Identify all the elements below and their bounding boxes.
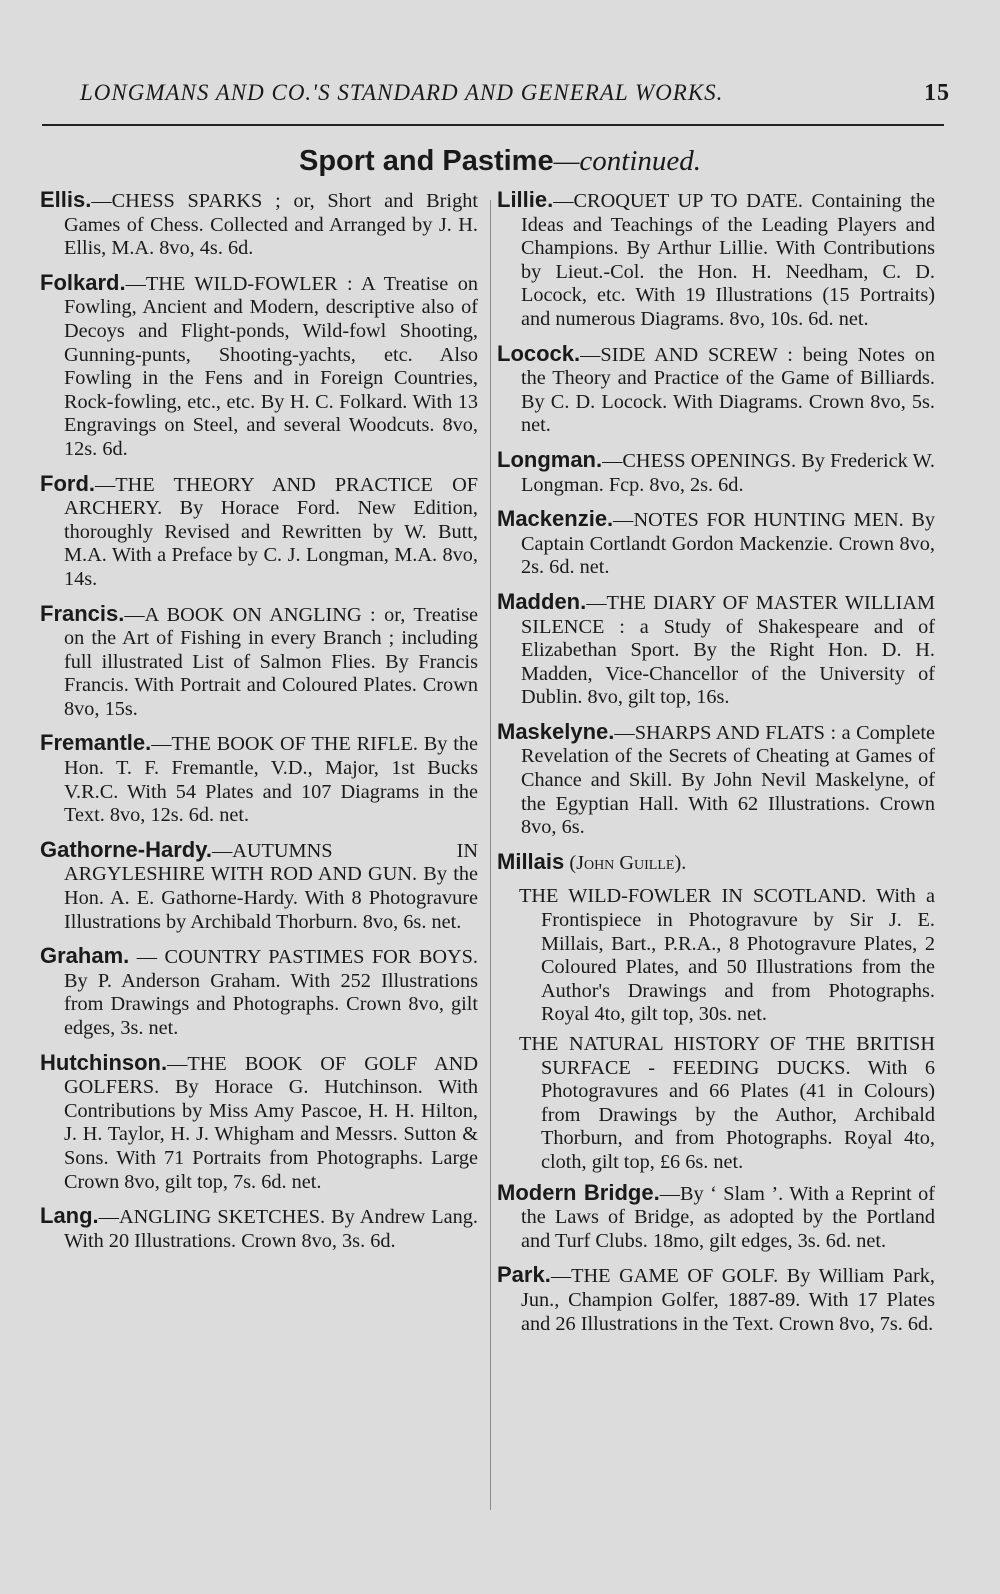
left-column: [40, 188, 478, 1263]
entry-author: Lillie.: [497, 187, 554, 212]
entry-text: —SIDE AND SCREW : being Notes on the Theory and Practice of the Game of Billiards. By C. D. Locock. With Diagrams. Crown 8vo, 5s. net.: [521, 343, 935, 437]
catalog-subentry: [497, 1033, 935, 1175]
catalog-entry: [497, 448, 935, 497]
entry-author: Francis.: [40, 600, 125, 626]
entry-author: Longman.: [497, 446, 603, 472]
entry-text: —CHESS SPARKS ; or, Short and Bright Games of Chess. Collected and Arranged by J. H. Ellis, M.A. 8vo, 4s. 6d.: [64, 190, 478, 260]
entry-author: Locock.: [497, 340, 581, 366]
catalog-entry: [497, 342, 935, 438]
entry-author: Graham.: [40, 943, 130, 969]
entry-text: —THE BOOK OF GOLF AND GOLFERS. By Horace G. Hutchinson. With Contributions by Miss Amy Pascoe, H. H. Hilton, J. H. Taylor, H. J. Whigham and Messrs. Sutton & Sons. With 71 Portraits from Photographs. Large Crown 8vo, gilt top, 7s. 6d. net.: [64, 1052, 478, 1193]
entry-text: —THE THEORY AND PRACTICE OF ARCHERY. By Horace Ford. New Edition, thoroughly Revised and Rewritten by W. Butt, M.A. With a Preface by C. J. Longman, M.A. 8vo, 14s.: [64, 473, 478, 590]
catalog-entry: [497, 590, 935, 710]
entry-author: Modern Bridge.: [497, 1179, 660, 1205]
entry-author: Maskelyne.: [497, 718, 615, 744]
entry-text: —SHARPS AND FLATS : a Complete Revelation of the Secrets of Cheating at Games of Chance and Skill. By John Nevil Maskelyne, of the Egyptian Hall. With 62 Illustrations. Crown 8vo, 6s.: [521, 721, 935, 839]
entry-author: Folkard.: [40, 269, 126, 295]
section-title-continued: —continued.: [553, 145, 702, 177]
section-title: [0, 145, 1000, 178]
catalog-entry: [497, 507, 935, 580]
entry-text: —CROQUET UP TO DATE. Containing the Ideas and Teachings of the Leading Players and Champions. By Arthur Lillie. With Contributions by Lieut.-Col. the Hon. H. Needham, C. D. Locock, etc. With 19 Illustrations (15 Portraits) and numerous Diagrams. 8vo, 10s. 6d. net.: [521, 190, 935, 330]
catalog-entry: [40, 188, 478, 261]
entry-text: THE WILD-FOWLER IN SCOTLAND. With a Frontispiece in Photogravure by Sir J. E. Millais, Bart., P.R.A., 8 Photogravure Plates, 2 Coloured Plates, and 50 Illustrations from the Author's Drawings and from Photographs. Royal 4to, gilt top, 30s. net.: [519, 885, 935, 1026]
catalog-entry: [40, 602, 478, 722]
catalog-entry: [40, 1051, 478, 1195]
entry-text: —NOTES FOR HUNTING MEN. By Captain Cortlandt Gordon Mackenzie. Crown 8vo, 2s. 6d. net.: [521, 509, 935, 579]
entry-author: Ellis.: [40, 187, 92, 212]
entry-author: Hutchinson.: [40, 1049, 168, 1075]
page-number: 15: [924, 80, 950, 106]
catalog-entry: [40, 838, 478, 934]
column-divider: [490, 200, 491, 1510]
header-rule: [42, 124, 944, 126]
catalog-entry: [40, 731, 478, 827]
entry-text: —THE BOOK OF THE RIFLE. By the Hon. T. F. Fremantle, V.D., Major, 1st Bucks V.R.C. With 54 Plates and 107 Diagrams in the Text. 8vo, 12s. 6d. net.: [64, 733, 478, 827]
entry-text: —A BOOK ON ANGLING : or, Treatise on the Art of Fishing in every Branch ; including full illustrated List of Salmon Flies. By Francis Francis. With Portrait and Coloured Plates. Crown 8vo, 15s.: [64, 603, 478, 720]
entry-author: Millais: [497, 848, 565, 874]
entry-author: Fremantle.: [40, 730, 152, 756]
entry-text: —ANGLING SKETCHES. By Andrew Lang. With 20 Illustrations. Crown 8vo, 3s. 6d.: [64, 1206, 478, 1252]
catalog-entry: [40, 944, 478, 1040]
entry-text: — COUNTRY PASTIMES FOR BOYS. By P. Anderson Graham. With 252 Illustrations from Drawings and Photographs. Crown 8vo, gilt edges, 3s. net.: [64, 946, 478, 1039]
running-head: [80, 80, 950, 107]
catalog-entry: [497, 1181, 935, 1254]
entry-text: THE NATURAL HISTORY OF THE BRITISH SURFACE - FEEDING DUCKS. With 6 Photogravures and 66 Plates (41 in Colours) from Drawings by the Author, Archibald Thorburn, and from Photographs. Royal 4to, cloth, gilt top, £6 6s. net.: [519, 1033, 935, 1173]
entry-text: —AUTUMNS IN ARGYLESHIRE WITH ROD AND GUN. By the Hon. A. E. Gathorne-Hardy. With 8 Photogravure Illustrations by Archibald Thorburn. 8vo, 6s. net.: [64, 839, 478, 933]
catalog-entry: [497, 1263, 935, 1336]
running-title: LONGMANS AND CO.'S STANDARD AND GENERAL WORKS.: [80, 80, 724, 105]
entry-author: Lang.: [40, 1203, 99, 1229]
entry-author: Ford.: [40, 470, 95, 496]
entry-author-note: (John Guille).: [564, 851, 687, 874]
entry-text: —THE WILD-FOWLER : A Treatise on Fowling, Ancient and Modern, descriptive also of Decoys and Flight-ponds, Wild-fowl Shooting, Gunning-punts, Shooting-yachts, etc. Also Fowling in the Fens and in Foreign Countries, Rock-fowling, etc., etc. By H. C. Folkard. With 13 Engravings on Steel, and several Woodcuts. 8vo, 12s. 6d.: [64, 272, 478, 460]
catalog-entry: [497, 188, 935, 332]
catalog-entry: [497, 850, 935, 876]
catalog-entry: [40, 472, 478, 592]
entry-author: Madden.: [497, 588, 587, 614]
entry-text: —THE DIARY OF MASTER WILLIAM SILENCE : a Study of Shakespeare and of Elizabethan Sport. By the Right Hon. D. H. Madden, Vice-Chancellor of the University of Dublin. 8vo, gilt top, 16s.: [521, 591, 935, 709]
entry-text: —By ‘ Slam ’. With a Reprint of the Laws of Bridge, as adopted by the Portland and Turf Clubs. 18mo, gilt edges, 3s. 6d. net.: [521, 1182, 935, 1252]
entry-author: Mackenzie.: [497, 506, 614, 532]
catalog-entry: [40, 271, 478, 462]
entry-author: Park.: [497, 1262, 551, 1288]
section-title-main: Sport and Pastime: [298, 145, 554, 177]
entry-text: —THE GAME OF GOLF. By William Park, Jun., Champion Golfer, 1887-89. With 17 Plates and 26 Illustrations in the Text. Crown 8vo, 7s. 6d.: [521, 1265, 935, 1335]
entry-author: Gathorne-Hardy.: [40, 836, 212, 862]
catalog-entry: [497, 720, 935, 840]
right-column: [497, 188, 935, 1346]
catalog-subentry: [497, 885, 935, 1027]
entry-text: —CHESS OPENINGS. By Frederick W. Longman. Fcp. 8vo, 2s. 6d.: [521, 449, 935, 496]
catalog-entry: [40, 1204, 478, 1253]
